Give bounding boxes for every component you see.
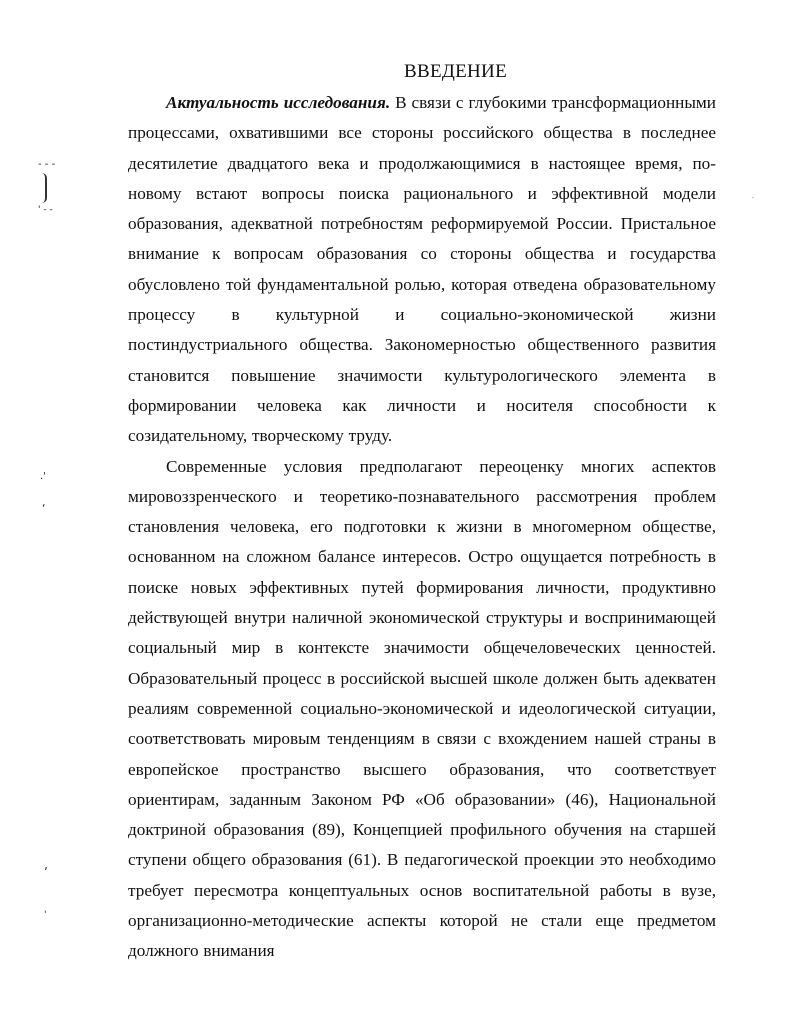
scan-mark: ' — [44, 910, 47, 920]
scan-mark: .' — [40, 471, 46, 482]
scan-mark: - - - — [38, 159, 56, 170]
page-title: ВВЕДЕНИЕ — [404, 61, 507, 82]
scan-mark: · — [752, 195, 754, 202]
paragraph-lead: Актуальность исследования. — [166, 93, 391, 112]
scan-mark: ʼ — [44, 865, 48, 879]
paragraph-text: Современные условия предполагают переоценку многих аспектов мировоззренческого и теоретико-познавательного рассмотрения проблем становления человека, его подготовки к жизни в многомерном обществе, основанном на сложном балансе интересов. Остро ощущается потребность в поиске новых эффективных путей формирования личности, продуктивно действующей внутри наличной экономической структуры и воспринимающей социальный мир в контексте значимости общечеловеческих ценностей. Образовательный процесс в российской высшей школе должен быть адекватен реалиям современной социально-экономической и идеологической ситуации, соответствовать мировым тенденциям в связи с вхождением нашей страны в европейское пространство высшего образования, что соответствует ориентирам, заданным Законом РФ «Об образовании» (46), Национальной доктриной образования (89), Концепцией профильного обучения на старшей ступени общего образования (61). В педагогической проекции это необходимо требует пересмотра концептуальных основ воспитательной работы в вузе, организационно-методические аспекты которой не стали еще предметом должного внимания — [128, 456, 716, 961]
scan-mark: ' - - — [38, 205, 53, 215]
paragraph-relevance — [128, 88, 716, 452]
scan-mark — [42, 173, 47, 203]
scan-mark: ‘ — [42, 502, 46, 515]
paragraph-conditions — [128, 452, 716, 967]
paragraph-text: В связи с глубокими трансформационными процессами, охватившими все стороны российского общества в последнее десятилетие двадцатого века и продолжающимися в настоящее время, по-новому встают вопросы поиска рационального и эффективной модели образования, адекватной потребностям реформируемой России. Пристальное внимание к вопросам образования со стороны общества и государства обусловлено той фундаментальной ролью, которая отведена образовательному процессу в культурной и социально-экономической жизни постиндустриального общества. Закономерностью общественного развития становится повышение значимости культурологического элемента в формировании человека как личности и носителя способности к созидательному, творческому труду. — [128, 93, 717, 446]
body-text — [128, 88, 716, 967]
